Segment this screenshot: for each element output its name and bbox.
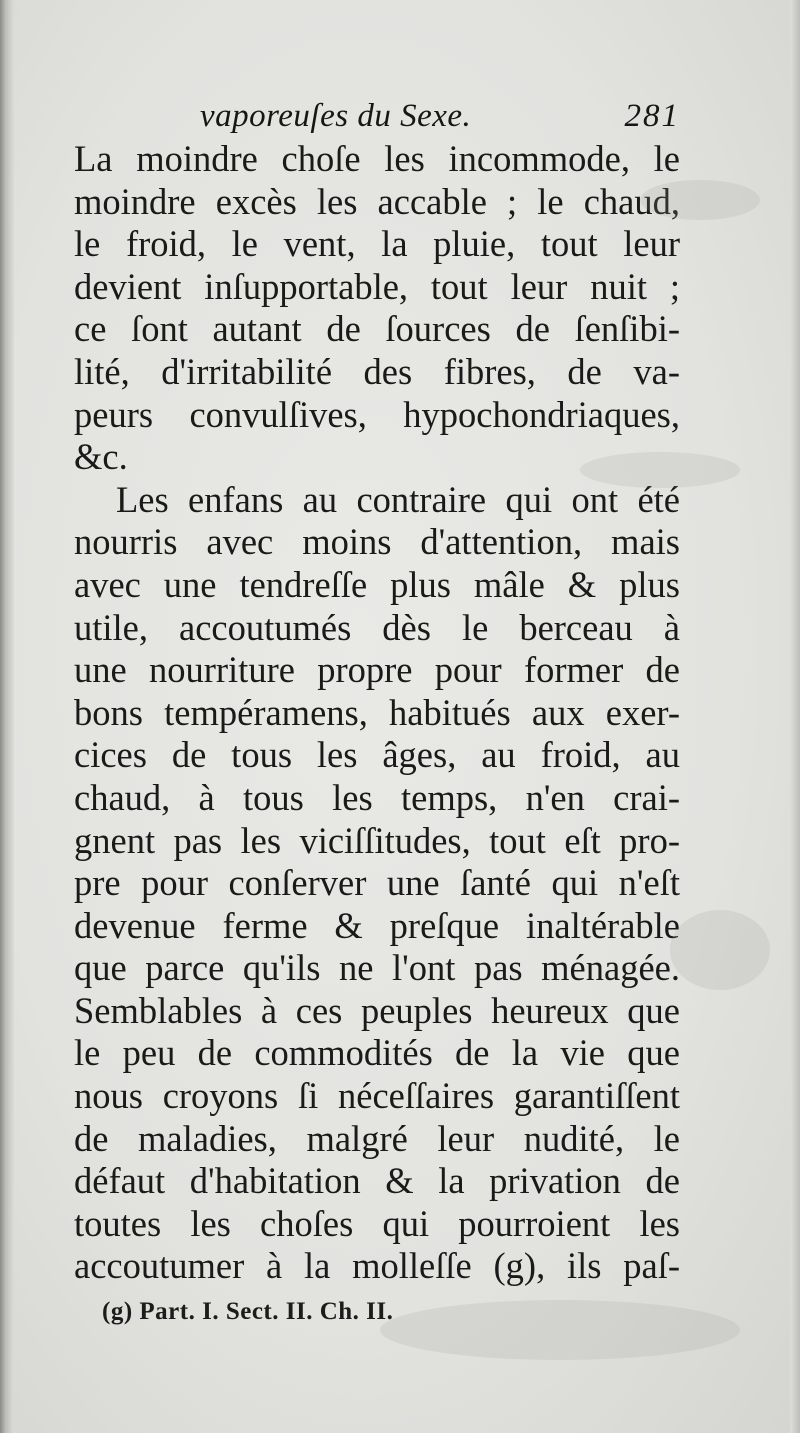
text-line: le peu de commodités de la vie que	[74, 1032, 680, 1074]
text-line: ce ſont autant de ſources de ſenſibi-	[74, 308, 680, 350]
text-line: cices de tous les âges, au froid, au	[74, 734, 680, 776]
text-line: Semblables à ces peuples heureux que	[74, 989, 680, 1031]
text-line: chaud, à tous les temps, n'en crai-	[74, 776, 680, 818]
text-line: moindre excès les accable ; le chaud,	[74, 180, 680, 222]
text-line: défaut d'habitation & la privation de	[74, 1160, 680, 1202]
paragraph-start-line: Les enfans au contraire qui ont été	[116, 478, 680, 520]
text-line: accoutumer à la molleſſe (g), ils paſ-	[74, 1245, 680, 1287]
text-line: pre pour conſerver une ſanté qui n'eſt	[74, 862, 680, 904]
running-title: vaporeuſes du Sexe.	[200, 98, 472, 134]
text-line: devenue ferme & preſque inaltérable	[74, 904, 680, 946]
footnote: (g) Part. I. Sect. II. Ch. II.	[102, 1298, 394, 1325]
text-line: utile, accoutumés dès le berceau à	[74, 606, 680, 648]
text-line: toutes les choſes qui pourroient les	[74, 1202, 680, 1244]
page-outer-edge	[790, 0, 800, 1433]
text-line: La moindre choſe les incommode, le	[74, 138, 680, 179]
running-header	[200, 98, 680, 142]
text-line: &c.	[74, 436, 128, 478]
text-line: une nourriture propre pour former de	[74, 649, 680, 691]
text-line: de maladies, malgré leur nudité, le	[74, 1117, 680, 1159]
text-line: avec une tendreſſe plus mâle & plus	[74, 563, 680, 605]
text-line: gnent pas les viciſſitudes, tout eſt pro-	[74, 819, 680, 861]
text-line: bons tempéramens, habitués aux exer-	[74, 691, 680, 733]
text-line: que parce qu'ils ne l'ont pas ménagée.	[74, 947, 680, 989]
text-line: devient inſupportable, tout leur nuit ;	[74, 265, 680, 307]
text-line: nourris avec moins d'attention, mais	[74, 521, 680, 563]
text-line: nous croyons ſi néceſſaires garantiſſent	[74, 1075, 680, 1117]
body-text	[74, 138, 680, 1288]
text-line: le froid, le vent, la pluie, tout leur	[74, 223, 680, 265]
page-binding-edge	[0, 0, 14, 1433]
text-line: lité, d'irritabilité des fibres, de va-	[74, 350, 680, 392]
text-line: peurs convulſives, hypochondriaques,	[74, 393, 680, 435]
page-number: 281	[624, 98, 680, 134]
